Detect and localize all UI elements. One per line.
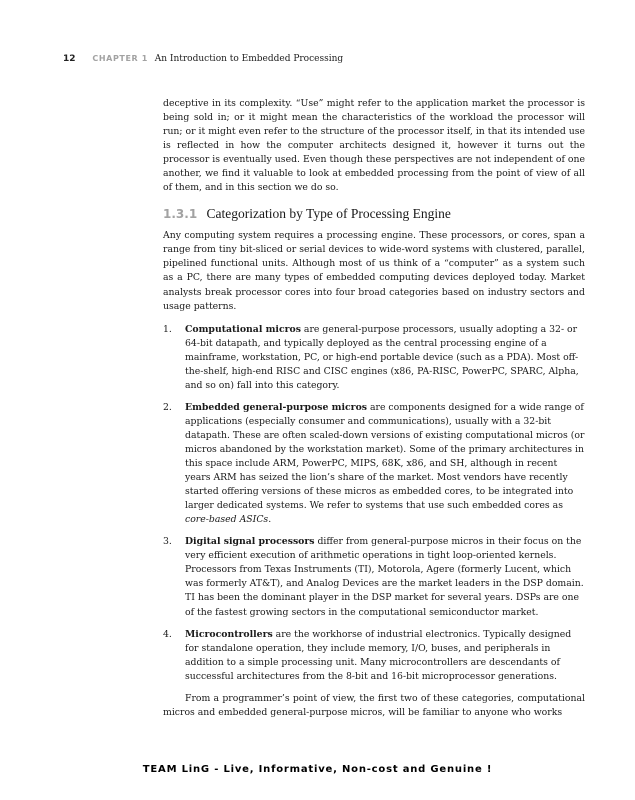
list-item	[163, 323, 585, 393]
closing-paragraph: From a programmer’s point of view, the first two of these categories, computational micros and embedded general-purpose micros, will be familiar to anyone who works	[163, 692, 585, 718]
list-item	[163, 401, 585, 527]
list-item-number: 1.	[163, 323, 172, 335]
list-item-text: are components designed for a wide range of applications (especially consumer and communications), usually with a 32-bit datapath. These are often scaled-down versions of existing computational micros (or micros abandoned by the workstation market). Some of the primary architectures in this space include ARM, PowerPC, MIPS, 68K, x86, and SH, although in recent years ARM has seized the lion’s share of the market. Most vendors have recently started offering versions of these micros as embedded cores, to be integrated into larger dedicated systems. We refer to systems that use such embedded cores as	[185, 401, 585, 512]
list-item-text: are general-purpose processors, usually adopting a 32- or 64-bit datapath, and typically deployed as the central processing engine of a mainframe, workstation, PC, or high-end portable device (such as a PDA). Most off-the-shelf, high-end RISC and CISC engines (x86, PA-RISC, PowerPC, SPARC, Alpha, and so on) fall into this category.	[185, 323, 579, 391]
list-item-term: Digital signal processors	[185, 536, 315, 548]
page-body	[163, 97, 585, 720]
intro-paragraph: deceptive in its complexity. “Use” might refer to the application market the processor is being sold in; or it might mean the characteristics of the workload the processor will run; or it might even refer to the structure of the processor itself, in that its intended use is reflected in how the computer architects designed it, however it turns out the processor is eventually used. Even though these perspectives are not independent of one another, we find it valuable to look at embedded processing from the point of view of all of them, and in this section we do so.	[163, 98, 585, 194]
section-number: 1.3.1	[163, 207, 198, 222]
running-header	[63, 54, 343, 64]
list-item	[163, 535, 585, 619]
list-item-term: Embedded general-purpose micros	[185, 401, 368, 413]
section-title: Categorization by Type of Processing Engine	[206, 206, 451, 222]
section-paragraph: Any computing system requires a processing engine. These processors, or cores, span a range from tiny bit-sliced or serial devices to wide-word systems with clustered, parallel, pipelined functional units. Although most of us think of a “computer” as a system such as a PC, there are many types of embedded computing devices deployed today. Market analysts break processor cores into four broad categories based on industry sectors and usage patterns.	[163, 230, 585, 312]
list-item	[163, 628, 585, 684]
list-item-number: 3.	[163, 536, 172, 548]
page-number: 12	[63, 54, 76, 64]
list-item-term: Microcontrollers	[185, 628, 273, 640]
list-item-number: 4.	[163, 628, 172, 640]
section-heading	[163, 205, 585, 223]
chapter-label: CHAPTER 1	[92, 54, 148, 63]
category-list	[163, 323, 585, 684]
list-item-term: Computational micros	[185, 323, 301, 335]
list-item-text: are the workhorse of industrial electronics. Typically designed for standalone operation, they include memory, I/O, buses, and peripherals in addition to a simple processing unit. Many microcontrollers are descendants of successful architectures from the 8-bit and 16-bit microprocessor generations.	[185, 628, 572, 682]
list-item-number: 2.	[163, 401, 172, 413]
list-item-text: differ from general-purpose micros in their focus on the very efficient execution of arithmetic operations in tight loop-oriented kernels. Processors from Texas Instruments (TI), Motorola, Agere (formerly Lucent, which was formerly AT&T), and Analog Devices are the market leaders in the DSP domain. TI has been the dominant player in the DSP market for several years. DSPs are one of the fastest growing sectors in the computational semiconductor market.	[185, 536, 584, 618]
footer-watermark: TEAM LinG - Live, Informative, Non-cost and Genuine !	[142, 764, 493, 775]
chapter-title: An Introduction to Embedded Processing	[154, 54, 344, 64]
list-item-tail: .	[268, 514, 272, 526]
list-item-emphasis: core-based ASICs	[185, 514, 269, 526]
